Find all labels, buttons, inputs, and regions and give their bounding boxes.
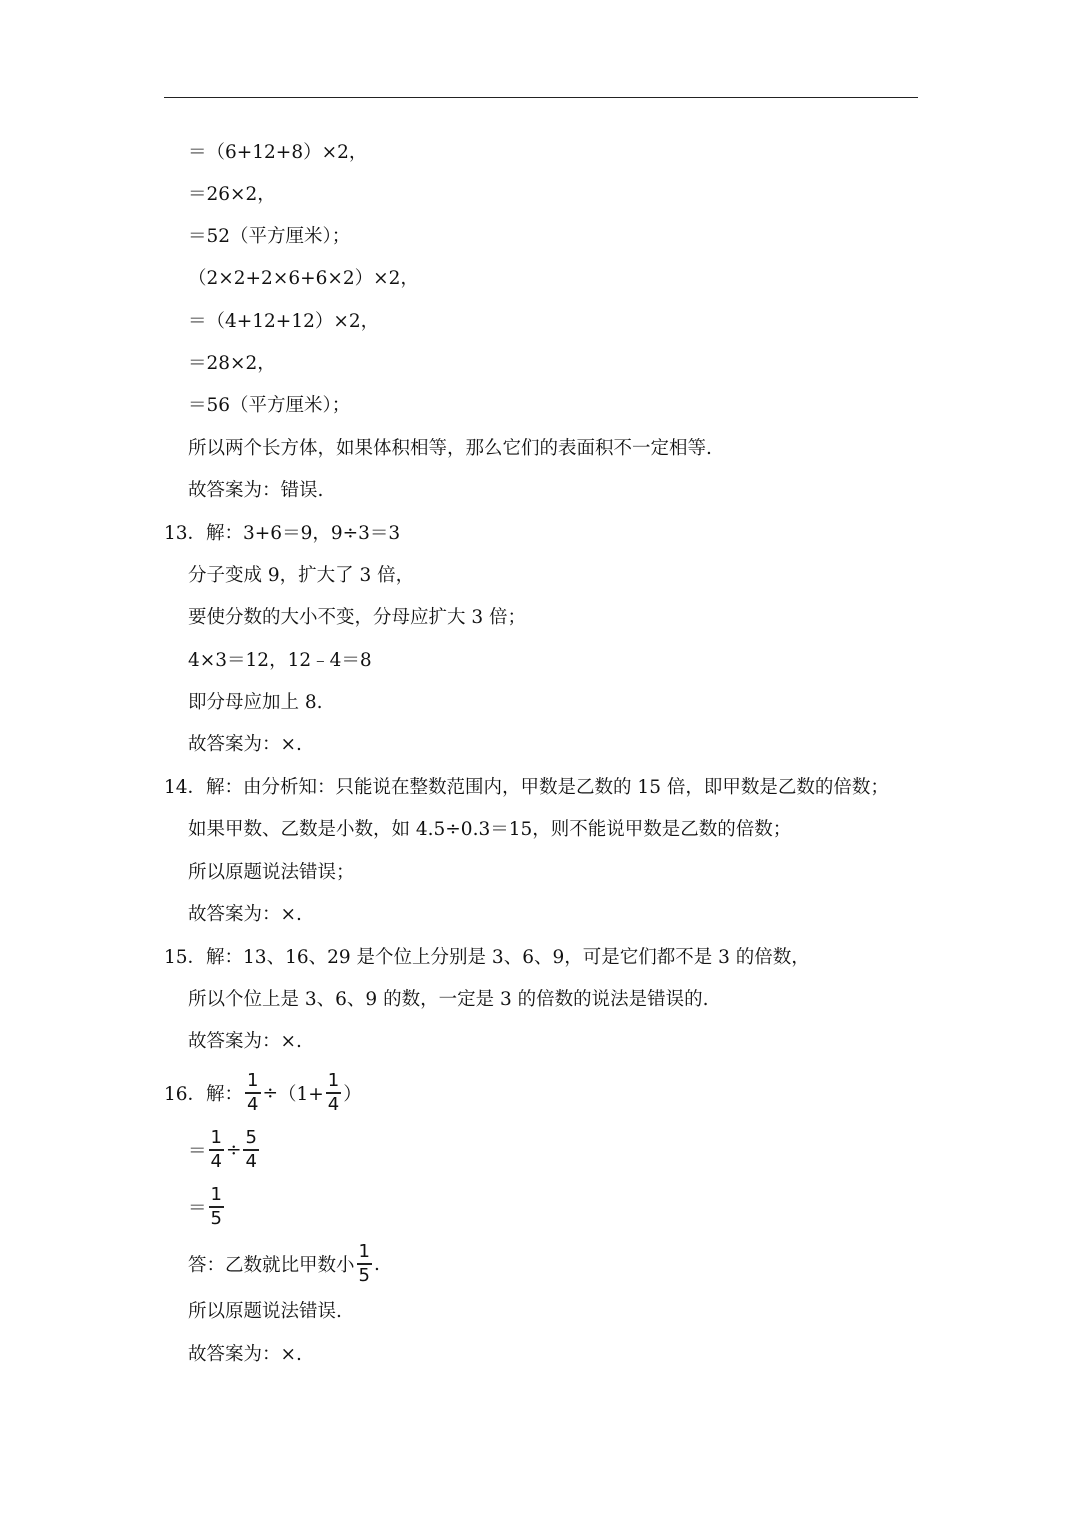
text-line: 分子变成 9，扩大了 3 倍， bbox=[188, 565, 415, 586]
question-16-line bbox=[164, 1070, 362, 1116]
text-line: 故答案为：×. bbox=[188, 904, 302, 925]
numerator: 1 bbox=[327, 1070, 340, 1091]
divide-sign: ÷ bbox=[225, 1139, 242, 1161]
fraction-1-4 bbox=[209, 1128, 224, 1172]
fraction-5-4 bbox=[243, 1128, 258, 1172]
numerator: 1 bbox=[247, 1070, 259, 1091]
text-line: 故答案为：×. bbox=[188, 734, 302, 755]
equals-sign: ＝ bbox=[188, 1141, 207, 1162]
denominator: 4 bbox=[247, 1094, 259, 1115]
q16-step-3 bbox=[188, 1184, 226, 1230]
numerator: 1 bbox=[210, 1184, 222, 1205]
text-line: ＝26×2， bbox=[188, 184, 276, 205]
denominator: 4 bbox=[245, 1151, 257, 1172]
text-line: 所以个位上是 3、6、9 的数，一定是 3 的倍数的说法是错误的. bbox=[188, 989, 709, 1010]
text-line: 4×3＝12，12﹣4＝8 bbox=[188, 650, 372, 671]
numerator: 1 bbox=[358, 1241, 370, 1262]
text-line: 故答案为：×. bbox=[188, 1031, 302, 1052]
text-line: 即分母应加上 8. bbox=[188, 692, 323, 713]
text-line: 所以原题说法错误. bbox=[188, 1301, 342, 1322]
text-line: ＝（6+12+8）×2， bbox=[188, 142, 368, 163]
fraction-1-4 bbox=[326, 1071, 341, 1115]
answer-text: 答：乙数就比甲数小 bbox=[188, 1255, 355, 1276]
text-line: （2×2+2×6+6×2）×2， bbox=[188, 268, 419, 289]
q16-answer bbox=[188, 1241, 380, 1287]
q16-prefix: 16．解： bbox=[164, 1084, 244, 1105]
open-paren: （1+ bbox=[278, 1084, 324, 1105]
denominator: 4 bbox=[210, 1151, 222, 1172]
text-line: ＝28×2， bbox=[188, 353, 276, 374]
text-line: 故答案为：×. bbox=[188, 1344, 302, 1365]
question-13-line: 13．解：3+6＝9，9÷3＝3 bbox=[164, 523, 401, 544]
text-line: ＝52（平方厘米）； bbox=[188, 226, 351, 247]
close-paren: ） bbox=[343, 1084, 362, 1105]
numerator: 5 bbox=[245, 1127, 257, 1148]
question-14-line: 14．解：由分析知：只能说在整数范围内，甲数是乙数的 15 倍，即甲数是乙数的倍数； bbox=[164, 777, 889, 798]
text-line: ＝（4+12+12）×2， bbox=[188, 311, 380, 332]
denominator: 5 bbox=[210, 1208, 222, 1229]
text-line: 如果甲数、乙数是小数，如 4.5÷0.3＝15，则不能说甲数是乙数的倍数； bbox=[188, 819, 792, 840]
fraction-1-5 bbox=[357, 1242, 372, 1286]
header-rule bbox=[164, 97, 918, 98]
text-line: ＝56（平方厘米）； bbox=[188, 395, 351, 416]
fraction-1-4 bbox=[245, 1071, 260, 1115]
equals-sign: ＝ bbox=[188, 1198, 207, 1219]
numerator: 1 bbox=[210, 1127, 222, 1148]
answer-period: . bbox=[373, 1253, 380, 1275]
denominator: 4 bbox=[327, 1094, 340, 1115]
q16-step-2 bbox=[188, 1127, 261, 1173]
denominator: 5 bbox=[358, 1265, 370, 1286]
question-15-line: 15．解：13、16、29 是个位上分别是 3、6、9，可是它们都不是 3 的倍数， bbox=[164, 947, 810, 968]
text-line: 所以两个长方体，如果体积相等，那么它们的表面积不一定相等. bbox=[188, 438, 712, 459]
divide-sign: ÷ bbox=[262, 1082, 279, 1104]
text-line: 所以原题说法错误； bbox=[188, 862, 355, 883]
text-line: 要使分数的大小不变，分母应扩大 3 倍； bbox=[188, 607, 527, 628]
fraction-1-5 bbox=[209, 1185, 224, 1229]
text-line: 故答案为：错误. bbox=[188, 480, 324, 501]
